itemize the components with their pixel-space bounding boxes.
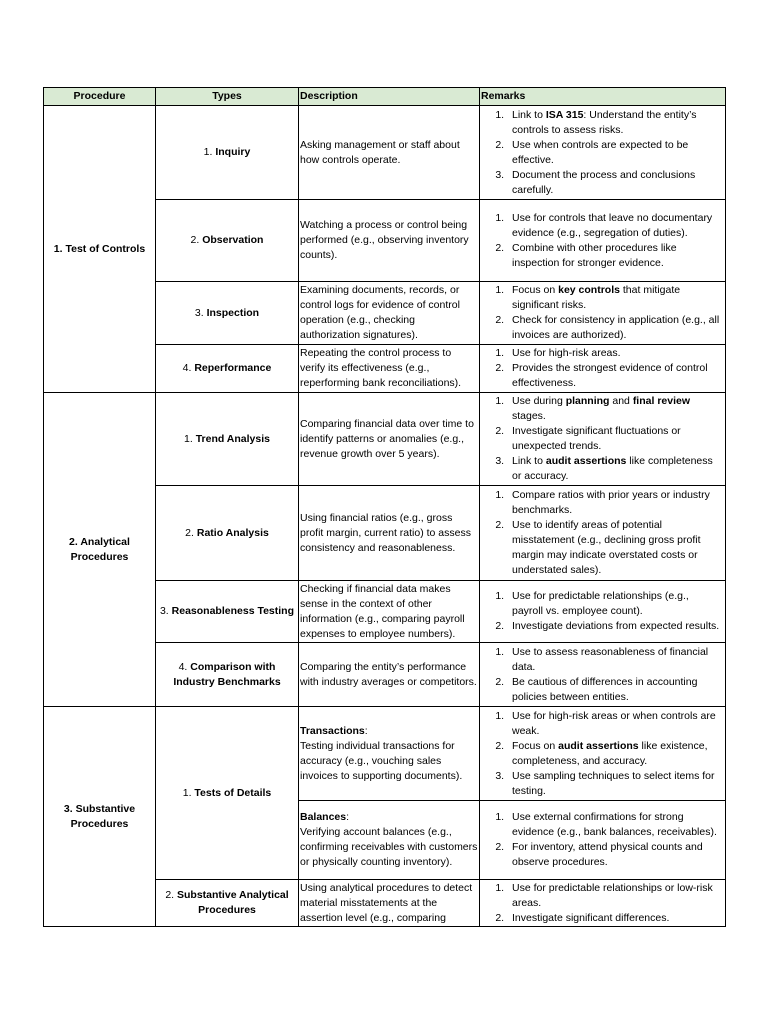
remarks-cell	[480, 707, 726, 801]
audit-procedures-table	[43, 87, 726, 927]
remarks-cell	[480, 393, 726, 486]
remark-item: 2. Provides the strongest evidence of control effectiveness.	[507, 361, 722, 391]
type-cell: 4. Comparison with Industry Benchmarks	[156, 643, 299, 707]
description-cell: Examining documents, records, or control logs for evidence of control operation (e.g., checking authorization signatures).	[299, 282, 480, 345]
table-row	[44, 106, 726, 200]
description-cell: Using financial ratios (e.g., gross profit margin, current ratio) to assess consistency and reasonableness.	[299, 486, 480, 581]
header-row	[44, 88, 726, 106]
remark-item: 2. For inventory, attend physical counts and observe procedures.	[507, 840, 722, 870]
description-cell: Repeating the control process to verify its effectiveness (e.g., reperforming bank reconciliations).	[299, 345, 480, 393]
remark-item: 2. Investigate significant fluctuations or unexpected trends.	[507, 424, 722, 454]
remarks-cell	[480, 200, 726, 282]
type-cell: 3. Inspection	[156, 282, 299, 345]
remark-item: 2. Use when controls are expected to be effective.	[507, 138, 722, 168]
remarks-cell	[480, 106, 726, 200]
remark-item: 1. Focus on key controls that mitigate significant risks.	[507, 283, 722, 313]
remark-item: 2. Be cautious of differences in accounting policies between entities.	[507, 675, 722, 705]
type-cell: 1. Trend Analysis	[156, 393, 299, 486]
description-cell: Transactions: Testing individual transactions for accuracy (e.g., vouching sales invoices to supporting documents).	[299, 707, 480, 801]
remark-item: 3. Use sampling techniques to select items for testing.	[507, 769, 722, 799]
procedure-cell: 2. Analytical Procedures	[44, 393, 156, 707]
remark-item: 1. Use for high-risk areas.	[507, 346, 722, 361]
description-cell: Checking if financial data makes sense in the context of other information (e.g., comparing payroll expenses to employee numbers).	[299, 581, 480, 643]
table-row	[44, 393, 726, 486]
remark-item: 1. Link to ISA 315: Understand the entity’s controls to assess risks.	[507, 108, 722, 138]
remark-item: 3. Link to audit assertions like completeness or accuracy.	[507, 454, 722, 484]
description-cell: Watching a process or control being performed (e.g., observing inventory counts).	[299, 200, 480, 282]
type-cell: 2. Substantive Analytical Procedures	[156, 880, 299, 927]
remark-item: 1. Use for predictable relationships (e.g., payroll vs. employee count).	[507, 589, 722, 619]
header-description: Description	[299, 88, 480, 106]
remark-item: 1. Use for high-risk areas or when controls are weak.	[507, 709, 722, 739]
header-types: Types	[156, 88, 299, 106]
description-cell: Using analytical procedures to detect material misstatements at the assertion level (e.g., comparing	[299, 880, 480, 927]
procedure-cell: 3. Substantive Procedures	[44, 707, 156, 927]
header-procedure: Procedure	[44, 88, 156, 106]
remarks-cell	[480, 643, 726, 707]
remark-item: 2. Combine with other procedures like inspection for stronger evidence.	[507, 241, 722, 271]
table-row	[44, 707, 726, 801]
procedure-cell: 1. Test of Controls	[44, 106, 156, 393]
remark-item: 1. Compare ratios with prior years or industry benchmarks.	[507, 488, 722, 518]
remarks-cell	[480, 282, 726, 345]
remarks-cell	[480, 345, 726, 393]
description-cell: Balances: Verifying account balances (e.g., confirming receivables with customers or physically counting inventory).	[299, 801, 480, 880]
header-remarks: Remarks	[480, 88, 726, 106]
remark-item: 1. Use for predictable relationships or low-risk areas.	[507, 881, 722, 911]
remarks-cell	[480, 801, 726, 880]
remark-item: 2. Use to identify areas of potential misstatement (e.g., declining gross profit margin may indicate overstated costs or understated sales).	[507, 518, 722, 578]
type-cell: 1. Inquiry	[156, 106, 299, 200]
remark-item: 1. Use to assess reasonableness of financial data.	[507, 645, 722, 675]
description-cell: Comparing financial data over time to identify patterns or anomalies (e.g., revenue growth over 5 years).	[299, 393, 480, 486]
type-cell: 1. Tests of Details	[156, 707, 299, 880]
type-cell: 2. Observation	[156, 200, 299, 282]
description-cell: Comparing the entity’s performance with industry averages or competitors.	[299, 643, 480, 707]
type-cell: 2. Ratio Analysis	[156, 486, 299, 581]
remark-item: 2. Investigate significant differences.	[507, 911, 722, 926]
remark-item: 2. Investigate deviations from expected results.	[507, 619, 722, 634]
description-cell: Asking management or staff about how controls operate.	[299, 106, 480, 200]
remark-item: 2. Check for consistency in application (e.g., all invoices are authorized).	[507, 313, 722, 343]
remark-item: 3. Document the process and conclusions carefully.	[507, 168, 722, 198]
type-cell: 3. Reasonableness Testing	[156, 581, 299, 643]
remark-item: 1. Use external confirmations for strong evidence (e.g., bank balances, receivables).	[507, 810, 722, 840]
type-cell: 4. Reperformance	[156, 345, 299, 393]
remarks-cell	[480, 880, 726, 927]
remark-item: 1. Use for controls that leave no documentary evidence (e.g., segregation of duties).	[507, 211, 722, 241]
remarks-cell	[480, 486, 726, 581]
remark-item: 1. Use during planning and final review stages.	[507, 394, 722, 424]
remark-item: 2. Focus on audit assertions like existence, completeness, and accuracy.	[507, 739, 722, 769]
remarks-cell	[480, 581, 726, 643]
